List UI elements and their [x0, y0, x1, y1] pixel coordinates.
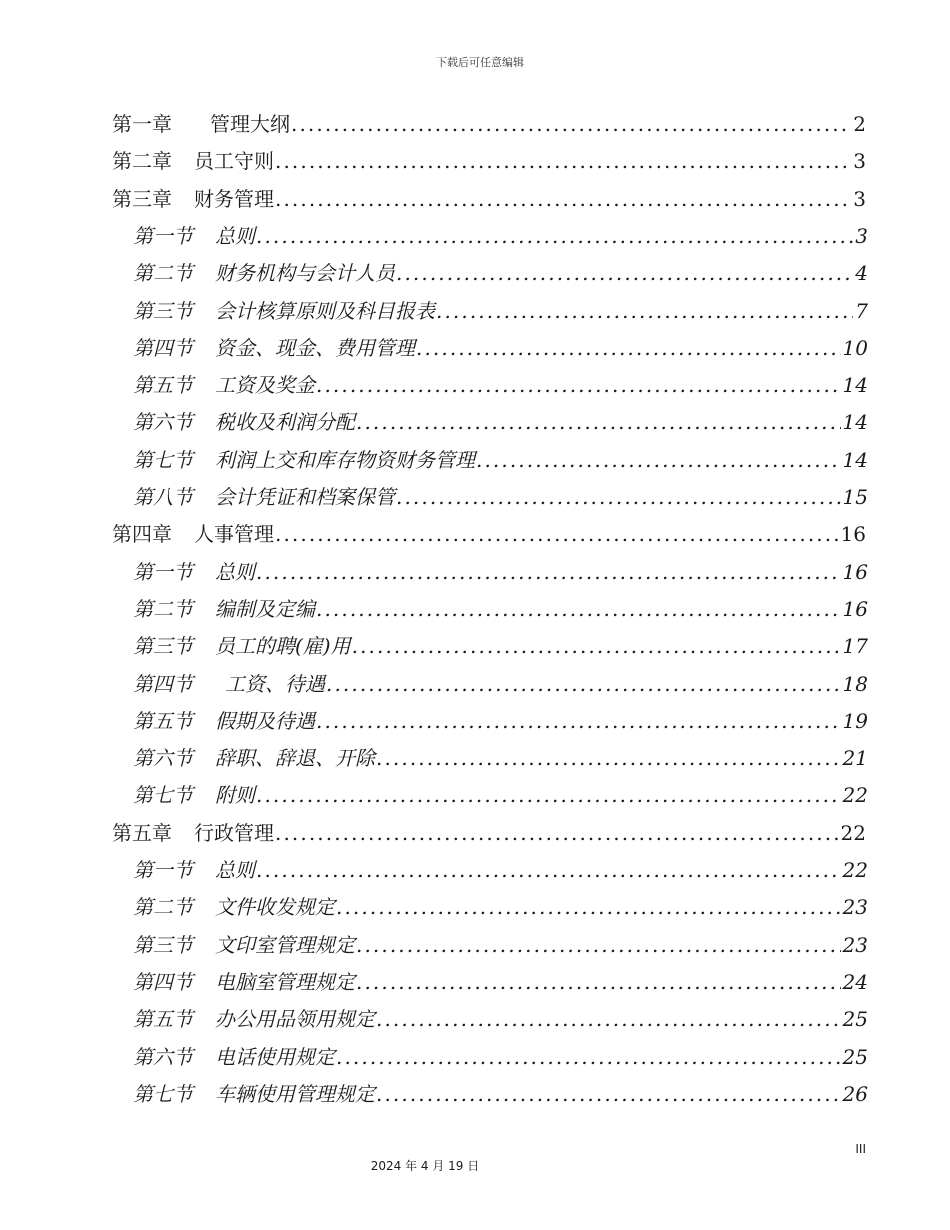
toc-entry-title: 办公用品领用规定: [215, 1007, 375, 1032]
toc-dot-leader: [316, 370, 841, 400]
toc-entry-section[interactable]: [133, 333, 868, 363]
toc-entry-page: 23: [842, 932, 868, 957]
toc-entry-page: 15: [842, 485, 868, 509]
toc-entry-number: 第八节: [133, 485, 193, 509]
toc-dot-leader: [396, 482, 841, 512]
toc-entry-page: 3: [855, 223, 868, 248]
toc-dot-leader: [336, 892, 841, 922]
toc-entry-page: 10: [842, 335, 868, 360]
toc-entry-page: 7: [855, 298, 868, 323]
toc-entry-chapter[interactable]: [112, 519, 866, 549]
toc-entry-number: 第六节: [133, 1044, 193, 1069]
toc-entry-number: 第四节: [133, 335, 193, 360]
toc-entry-number: 第六节: [133, 746, 193, 771]
toc-dot-leader: [275, 818, 839, 848]
toc-dot-leader: [476, 445, 841, 475]
toc-entry-section[interactable]: [133, 407, 868, 437]
toc-entry-page: 16: [842, 559, 868, 584]
page-number: III: [855, 1142, 866, 1156]
toc-entry-number: 第七节: [133, 783, 193, 808]
toc-entry-number: 第二节: [133, 261, 193, 286]
toc-entry-page: 3: [853, 186, 866, 211]
toc-entry-title: 编制及定编: [215, 596, 315, 621]
toc-entry-title: 文件收发规定: [215, 895, 335, 920]
toc-dot-leader: [275, 519, 839, 549]
toc-entry-section[interactable]: [133, 1004, 868, 1034]
toc-entry-number: 第五章: [112, 820, 172, 845]
toc-entry-page: 25: [842, 1044, 868, 1069]
toc-entry-number: 第一节: [133, 223, 193, 248]
toc-entry-title: 工资、待遇: [225, 671, 325, 696]
toc-dot-leader: [316, 594, 841, 624]
toc-entry-page: 18: [842, 671, 868, 696]
toc-entry-section[interactable]: [133, 930, 868, 960]
toc-entry-number: 第四节: [133, 969, 193, 994]
toc-entry-chapter[interactable]: [112, 109, 866, 139]
toc-entry-page: 23: [842, 895, 868, 920]
toc-entry-page: 19: [842, 708, 868, 733]
toc-entry-number: 第二节: [133, 596, 193, 621]
toc-entry-page: 14: [842, 447, 868, 472]
toc-entry-title: 财务管理: [194, 186, 274, 211]
toc-dot-leader: [356, 930, 841, 960]
toc-dot-leader: [336, 1042, 841, 1072]
toc-entry-title: 车辆使用管理规定: [215, 1081, 375, 1106]
toc-entry-chapter[interactable]: [112, 146, 866, 176]
toc-entry-title: 会计核算原则及科目报表: [215, 298, 435, 323]
toc-entry-title: 电话使用规定: [215, 1044, 335, 1069]
toc-dot-leader: [436, 296, 853, 326]
toc-entry-number: 第四节: [133, 671, 193, 696]
toc-entry-page: 24: [842, 969, 868, 994]
toc-entry-title: 假期及待遇: [215, 708, 315, 733]
toc-entry-number: 第五节: [133, 1007, 193, 1032]
toc-dot-leader: [376, 743, 841, 773]
toc-entry-number: 第二节: [133, 895, 193, 920]
toc-entry-title: 辞职、辞退、开除: [215, 746, 375, 771]
toc-entry-title: 员工守则: [194, 149, 274, 174]
toc-entry-page: 21: [842, 746, 868, 771]
toc-entry-section[interactable]: [133, 221, 868, 251]
toc-dot-leader: [352, 631, 841, 661]
toc-entry-page: 2: [853, 112, 866, 136]
toc-entry-section[interactable]: [133, 370, 868, 400]
toc-entry-section[interactable]: [133, 557, 868, 587]
toc-entry-section[interactable]: [133, 1079, 868, 1109]
toc-entry-number: 第七节: [133, 1081, 193, 1106]
toc-entry-section[interactable]: [133, 296, 868, 326]
toc-entry-page: 14: [842, 373, 868, 398]
toc-entry-number: 第三节: [133, 634, 193, 659]
toc-entry-section[interactable]: [133, 1042, 868, 1072]
toc-entry-section[interactable]: [133, 631, 868, 661]
toc-entry-title: 利润上交和库存物资财务管理: [215, 447, 475, 472]
footer-date: 2024 年 4 月 19 日: [370, 1159, 480, 1173]
toc-dot-leader: [275, 184, 851, 214]
toc-entry-number: 第三节: [133, 932, 193, 957]
toc-dot-leader: [291, 109, 851, 139]
toc-entry-page: 22: [840, 820, 866, 845]
toc-dot-leader: [326, 669, 841, 699]
toc-entry-number: 第四章: [112, 522, 172, 547]
toc-entry-title: 员工的聘(雇)用: [215, 634, 351, 659]
toc-entry-page: 22: [842, 783, 868, 808]
toc-entry-section[interactable]: [133, 706, 868, 736]
toc-entry-page: 16: [842, 596, 868, 621]
toc-entry-page: 14: [842, 410, 868, 435]
toc-entry-number: 第七节: [133, 447, 193, 472]
toc-dot-leader: [256, 557, 841, 587]
toc-entry-title: 总则: [215, 858, 255, 882]
toc-dot-leader: [256, 780, 841, 810]
toc-entry-section[interactable]: [133, 669, 868, 699]
header-note: 下载后可任意编辑: [436, 56, 524, 69]
toc-entry-section[interactable]: [133, 780, 868, 810]
toc-entry-title: 电脑室管理规定: [215, 969, 355, 994]
toc-entry-title: 工资及奖金: [215, 373, 315, 398]
toc-entry-section[interactable]: [133, 743, 868, 773]
toc-dot-leader: [396, 258, 853, 288]
toc-entry-number: 第三章: [112, 186, 172, 211]
toc-entry-section[interactable]: [133, 855, 868, 885]
toc-entry-page: 17: [842, 634, 868, 659]
toc-entry-section[interactable]: [133, 594, 868, 624]
toc-entry-section[interactable]: [133, 967, 868, 997]
toc-entry-title: 资金、现金、费用管理: [215, 335, 415, 360]
toc-entry-section[interactable]: [133, 892, 868, 922]
toc-entry-title: 管理大纲: [210, 112, 290, 136]
toc-entry-number: 第一节: [133, 559, 193, 584]
toc-entry-section[interactable]: [133, 482, 868, 512]
toc-entry-number: 第一章: [112, 112, 172, 136]
toc-entry-title: 附则: [215, 783, 255, 808]
toc-entry-title: 税收及利润分配: [215, 410, 355, 435]
toc-entry-number: 第一节: [133, 858, 193, 882]
toc-dot-leader: [256, 221, 853, 251]
toc-dot-leader: [356, 967, 841, 997]
toc-entry-title: 人事管理: [194, 522, 274, 547]
toc-entry-section[interactable]: [133, 445, 868, 475]
toc-entry-page: 16: [840, 522, 866, 547]
toc-dot-leader: [275, 146, 851, 176]
toc-dot-leader: [416, 333, 841, 363]
toc-dot-leader: [316, 706, 841, 736]
toc-dot-leader: [256, 855, 841, 885]
toc-dot-leader: [356, 407, 841, 437]
toc-entry-title: 会计凭证和档案保管: [215, 485, 395, 509]
toc-entry-title: 总则: [215, 559, 255, 584]
toc-entry-page: 26: [842, 1081, 868, 1106]
toc-entry-number: 第三节: [133, 298, 193, 323]
toc-entry-section[interactable]: [133, 258, 868, 288]
toc-entry-title: 行政管理: [194, 820, 274, 845]
toc-entry-title: 文印室管理规定: [215, 932, 355, 957]
toc-entry-chapter[interactable]: [112, 818, 866, 848]
toc-dot-leader: [376, 1079, 841, 1109]
toc-entry-number: 第二章: [112, 149, 172, 174]
toc-entry-number: 第五节: [133, 708, 193, 733]
toc-dot-leader: [376, 1004, 841, 1034]
toc-entry-page: 22: [842, 858, 868, 882]
toc-entry-title: 总则: [215, 223, 255, 248]
toc-entry-number: 第五节: [133, 373, 193, 398]
toc-entry-page: 3: [853, 149, 866, 174]
toc-entry-number: 第六节: [133, 410, 193, 435]
toc-entry-title: 财务机构与会计人员: [215, 261, 395, 286]
toc-entry-chapter[interactable]: [112, 184, 866, 214]
toc-entry-page: 25: [842, 1007, 868, 1032]
toc-entry-page: 4: [855, 261, 868, 286]
